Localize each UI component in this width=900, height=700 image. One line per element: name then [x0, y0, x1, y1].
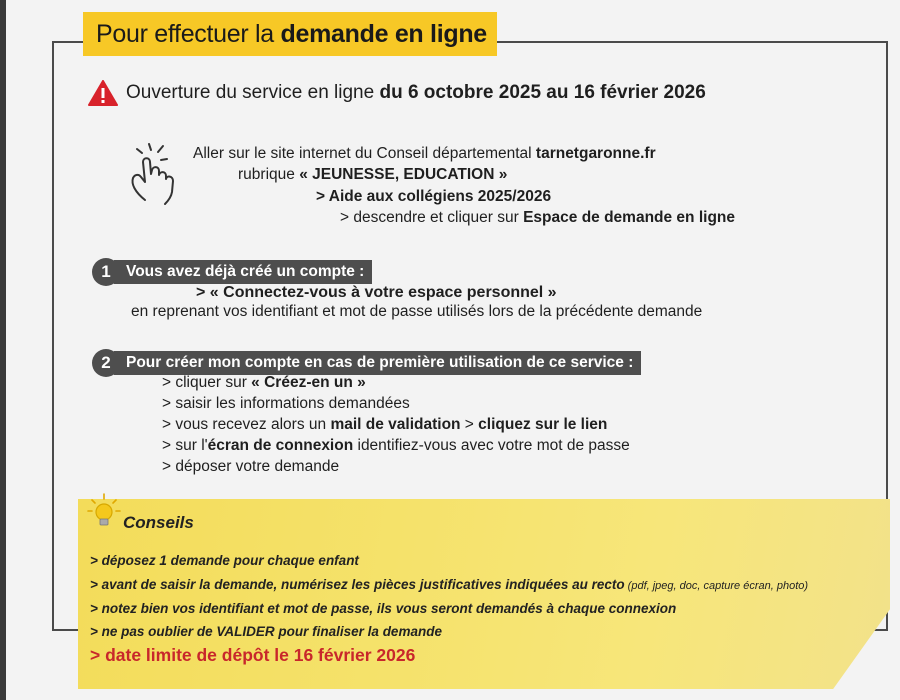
- step1-action: > « Connectez-vous à votre espace personnel »: [196, 284, 557, 301]
- tip-item: [90, 624, 442, 639]
- step2-label: Pour créer mon compte en cas de première utilisation de ce service :: [114, 351, 641, 375]
- step2-item: [162, 374, 366, 392]
- step1-number: 1: [92, 258, 120, 286]
- login-screen: écran de connexion: [207, 437, 354, 454]
- step2-item: > saisir les informations demandées: [162, 395, 410, 412]
- create-account-link[interactable]: « Créez-en un »: [251, 374, 366, 391]
- tip-item: [90, 577, 808, 592]
- tip-item: [90, 553, 359, 568]
- rubrique-line: [238, 166, 507, 184]
- tips-title: Conseils: [123, 513, 194, 532]
- step1-note: en reprenant vos identifiant et mot de passe utilisés lors de la précédente demande: [131, 303, 703, 320]
- rubrique-text: rubrique: [238, 166, 300, 183]
- tip-text: > notez bien vos identifiant et mot de passe, ils vous seront demandés à chaque connexion: [90, 601, 677, 616]
- step2-item-text: > vous recevez alors un: [162, 416, 331, 433]
- step2-item: [162, 416, 607, 434]
- page-title: [83, 12, 497, 56]
- aid-name: > Aide aux collégiens 2025/2026: [316, 188, 552, 205]
- opening-plain: Ouverture du service en ligne: [126, 82, 380, 104]
- title-bold: demande en ligne: [280, 20, 487, 48]
- tip-text: > déposez 1 demande pour chaque enfant: [90, 553, 359, 568]
- title-plain: Pour effectuer la: [96, 20, 281, 48]
- page-edge: [0, 0, 6, 700]
- space-text: > descendre et cliquer sur: [340, 209, 524, 226]
- deadline: > date limite de dépôt le 16 février 2026: [90, 645, 416, 665]
- tip-text: > avant de saisir la demande, numérisez les pièces justificatives indiquées au recto: [90, 577, 625, 592]
- step2-item-text: >: [460, 416, 479, 433]
- tip-formats: (pdf, jpeg, doc, capture écran, photo): [624, 580, 809, 592]
- site-link[interactable]: tarnetgaronne.fr: [535, 145, 656, 162]
- step2-item: [162, 437, 630, 455]
- tip-item: [90, 601, 676, 616]
- step1-label: Vous avez déjà créé un compte :: [114, 260, 372, 284]
- click-link: cliquez sur le lien: [478, 416, 608, 433]
- step2-item: > déposer votre demande: [162, 458, 340, 475]
- warning-icon: [88, 80, 118, 106]
- aid-line: [316, 188, 551, 206]
- opening-dates: du 6 octobre 2025 au 16 février 2026: [379, 82, 706, 104]
- step2-item-text: identifiez-vous avec votre mot de passe: [353, 437, 630, 454]
- step2-item-text: > cliquer sur: [162, 374, 252, 391]
- rubrique-name: « JEUNESSE, EDUCATION »: [299, 166, 508, 183]
- lightbulb-icon: [86, 492, 122, 532]
- pointing-hand-icon: [125, 140, 191, 208]
- space-line: [340, 209, 735, 227]
- validation-mail: mail de validation: [330, 416, 461, 433]
- site-line-text: Aller sur le site internet du Conseil départemental: [193, 145, 536, 162]
- opening-line: [88, 80, 706, 106]
- step2-number: 2: [92, 349, 120, 377]
- space-link[interactable]: Espace de demande en ligne: [523, 209, 736, 226]
- tip-text: > ne pas oublier de VALIDER pour finaliser la demande: [90, 624, 442, 639]
- step2-item-text: > sur l': [162, 437, 208, 454]
- site-line: [193, 145, 656, 163]
